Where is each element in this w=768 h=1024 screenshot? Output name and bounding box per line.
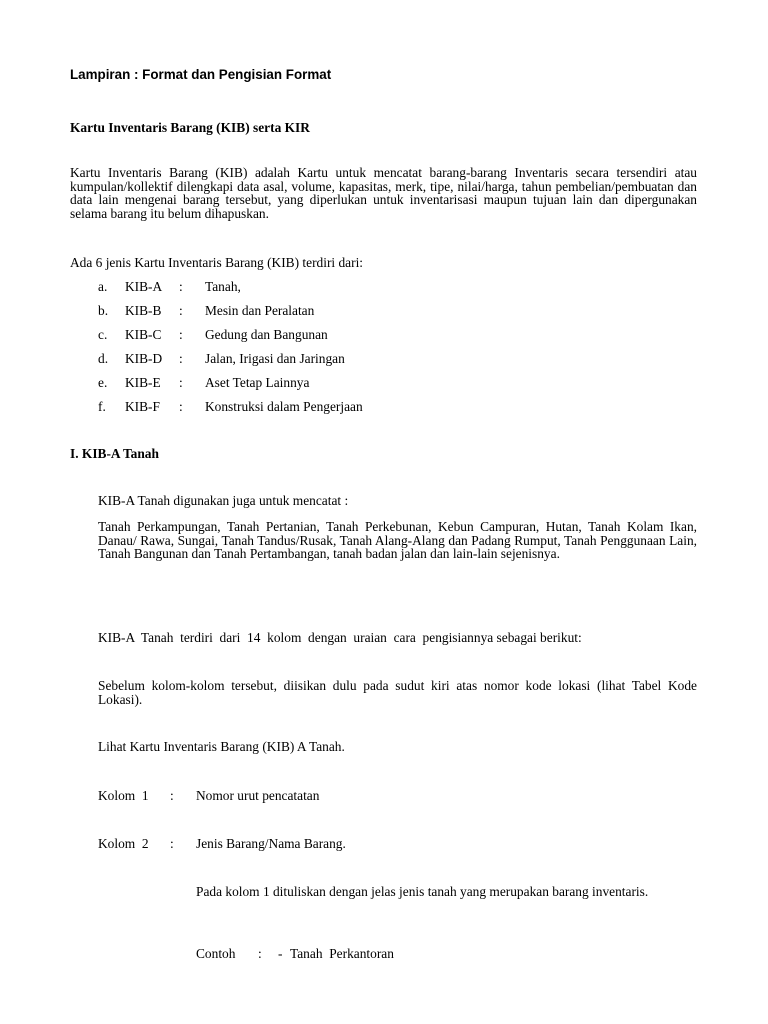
list-intro: Ada 6 jenis Kartu Inventaris Barang (KIB) terdiri dari: — [70, 255, 364, 270]
list-item-letter: e. — [98, 375, 108, 390]
kolom-1-description: Nomor urut pencatatan — [196, 788, 320, 803]
s1-paragraph-4: Sebelum kolom-kolom tersebut, diisikan dulu pada sudut kiri atas nomor kode lokasi (lihat Tabel Kode Lokasi). — [98, 678, 697, 707]
list-item-separator: : — [179, 303, 183, 318]
list-item-description: Gedung dan Bangunan — [205, 327, 328, 342]
list-item-code: KIB-C — [125, 327, 162, 342]
list-item-letter: b. — [98, 303, 109, 318]
list-item-letter: d. — [98, 351, 109, 366]
section1-heading: I. KIB-A Tanah — [70, 446, 159, 461]
s1-paragraph-3: KIB-A Tanah terdiri dari 14 kolom dengan uraian cara pengisiannya sebagai berikut: — [98, 630, 582, 645]
list-item-description: Aset Tetap Lainnya — [205, 375, 310, 390]
list-item-description: Tanah, — [205, 279, 241, 294]
kolom-1-label: Kolom 1 — [98, 788, 149, 803]
kolom-2-separator: : — [170, 836, 174, 851]
list-item-code: KIB-F — [125, 399, 160, 414]
s1-paragraph-1: KIB-A Tanah digunakan juga untuk mencatat : — [98, 493, 349, 508]
contoh-separator: : — [258, 946, 262, 961]
kolom-2-note: Pada kolom 1 dituliskan dengan jelas jenis tanah yang merupakan barang inventaris. — [196, 884, 649, 899]
s1-paragraph-5: Lihat Kartu Inventaris Barang (KIB) A Tanah. — [98, 739, 345, 754]
list-item-description: Mesin dan Peralatan — [205, 303, 315, 318]
list-item-separator: : — [179, 399, 183, 414]
kolom-1-separator: : — [170, 788, 174, 803]
kolom-2-description: Jenis Barang/Nama Barang. — [196, 836, 346, 851]
list-item-code: KIB-D — [125, 351, 163, 366]
intro-paragraph: Kartu Inventaris Barang (KIB) adalah Kartu untuk mencatat barang-barang Inventaris secara tersendiri atau kumpulan/kollektif dilengkapi data asal, volume, kapasitas, merk, tipe, nilai/harga, tahun pembelian/pembuatan dan data lain mengenai barang tersebut, yang diperlukan untuk inventarisasi maupun tujuan lain dan dipergunakan selama barang itu belum dihapuskan. — [70, 165, 697, 221]
list-item-letter: f. — [98, 399, 106, 414]
s1-paragraph-2: Tanah Perkampungan, Tanah Pertanian, Tanah Perkebunan, Kebun Campuran, Hutan, Tanah Kolam Ikan, Danau/ Rawa, Sungai, Tanah Tandus/Rusak, Tanah Alang-Alang dan Padang Rumput, Tanah Penggunaan Lain, Tanah Bangunan dan Tanah Pertambangan, tanah badan jalan dan lain-lain sejenisnya. — [98, 519, 697, 562]
list-item-separator: : — [179, 351, 183, 366]
list-item-code: KIB-A — [125, 279, 163, 294]
kolom-2-label: Kolom 2 — [98, 836, 149, 851]
list-item-separator: : — [179, 279, 183, 294]
contoh-dash: - — [278, 946, 283, 961]
list-item-letter: a. — [98, 279, 108, 294]
list-item-code: KIB-E — [125, 375, 161, 390]
list-item-description: Konstruksi dalam Pengerjaan — [205, 399, 363, 414]
list-item-description: Jalan, Irigasi dan Jaringan — [205, 351, 345, 366]
list-item-code: KIB-B — [125, 303, 162, 318]
contoh-item: Tanah Perkantoran — [290, 946, 394, 961]
list-item-separator: : — [179, 375, 183, 390]
list-item-separator: : — [179, 327, 183, 342]
contoh-label: Contoh — [196, 946, 236, 961]
page-title: Lampiran : Format dan Pengisian Format — [70, 67, 332, 82]
list-item-letter: c. — [98, 327, 108, 342]
section-heading: Kartu Inventaris Barang (KIB) serta KIR — [70, 120, 310, 135]
